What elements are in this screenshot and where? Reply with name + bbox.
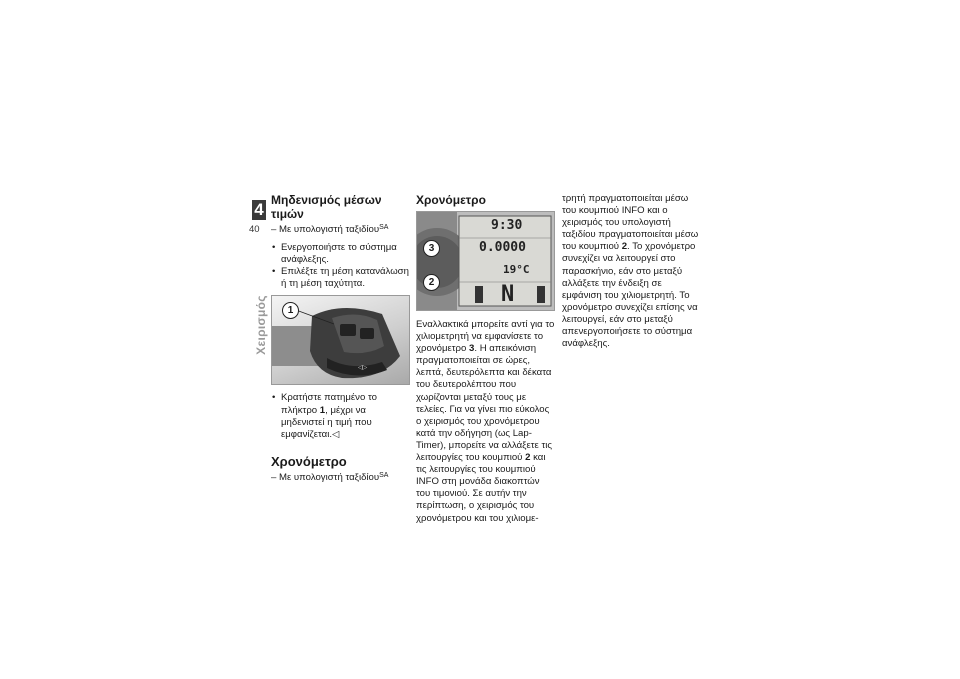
callout-3: 3 [423,240,440,257]
stopwatch-description: Εναλλακτικά μπορείτε αντί για το χιλιομετρητή να εμφανίσετε το χρονόμετρο 3. Η απεικόνιση πραγματοποιείται σε ώρες, λεπτά, δευτερόλεπτα και δέκατα του δευτερολέπτου που χωρίζονται μεταξύ τους με τελείες. Για να γίνει πιο εύκολος ο χειρισμός του χρονόμετρου κατά την οδήγηση (ως Lap-Timer), μπορείτε να αλλάξετε τις λειτουργίες του κουμπιού 2 και τις λειτουργίες του κουμπιού INFO στη μονάδα διακοπτών του τιμονιού. Σε αυτήν την περίπτωση, ο χειρισμός του χρονόμετρου και του χιλιομε- [416,319,555,524]
display-clock: 9:30 [491,218,523,233]
display-stopwatch-value: 0.0000 [479,240,526,255]
instrument-cluster-illustration [417,212,554,310]
instruction-list [271,392,411,440]
column-2 [416,193,556,525]
section-side-label: Χειρισμός [254,295,268,355]
stopwatch-description-continued: τρητή πραγματοποιείται μέσω του κουμπιού INFO και ο χειρισμός του υπολογιστή ταξιδίου πραγματοποιείται μέσω του κουμπιού 2. Το χρονόμετρο συνεχίζει να λειτουργεί στο παρασκήνιο, εάν στο μεταξύ αλλάξετε την ένδειξη σε εμφάνιση του χιλιομετρητή. Το χρονόμετρο συνεχίζει επίσης να λειτουργεί, εάν στο μεταξύ απενεργοποιήσετε το σύστημα ανάφλεξης. [562,193,699,350]
display-gear: N [501,282,515,307]
heading-stopwatch: Χρονόμετρο [416,193,486,207]
column-3 [562,193,702,350]
list-item: • Επιλέξτε τη μέση κατανάλωση ή τη μέση ταχύτητα. [271,266,411,290]
svg-text:◁▷: ◁▷ [358,364,368,372]
instruction-list [271,242,411,290]
heading-reset-averages: Μηδενισμός μέσων τιμών [271,193,382,221]
instrument-display-figure [416,211,555,311]
callout-1: 1 [282,302,299,319]
list-item: • Κρατήστε πατημένο το πλήκτρο 1, μέχρι να μηδενιστεί η τιμή που εμφανίζεται.◁ [271,392,411,440]
handlebar-switch-figure [271,295,410,385]
sa-marker: SA [379,471,389,479]
option-line: – Με υπολογιστή ταξιδίου$^{SA}$ [271,471,389,483]
column-1 [271,193,411,490]
list-item: • Ενεργοποιήστε το σύστημα ανάφλεξης. [271,242,411,266]
sa-marker: SA [379,224,389,231]
option-line: – Με υπολογιστή ταξιδίου$^{SA}$ [271,224,389,235]
heading-stopwatch: Χρονόμετρο [271,453,347,469]
page-number: 40 [249,224,260,235]
display-temperature: 19°C [503,263,530,276]
callout-2: 2 [423,274,440,291]
chapter-number: 4 [252,200,266,220]
